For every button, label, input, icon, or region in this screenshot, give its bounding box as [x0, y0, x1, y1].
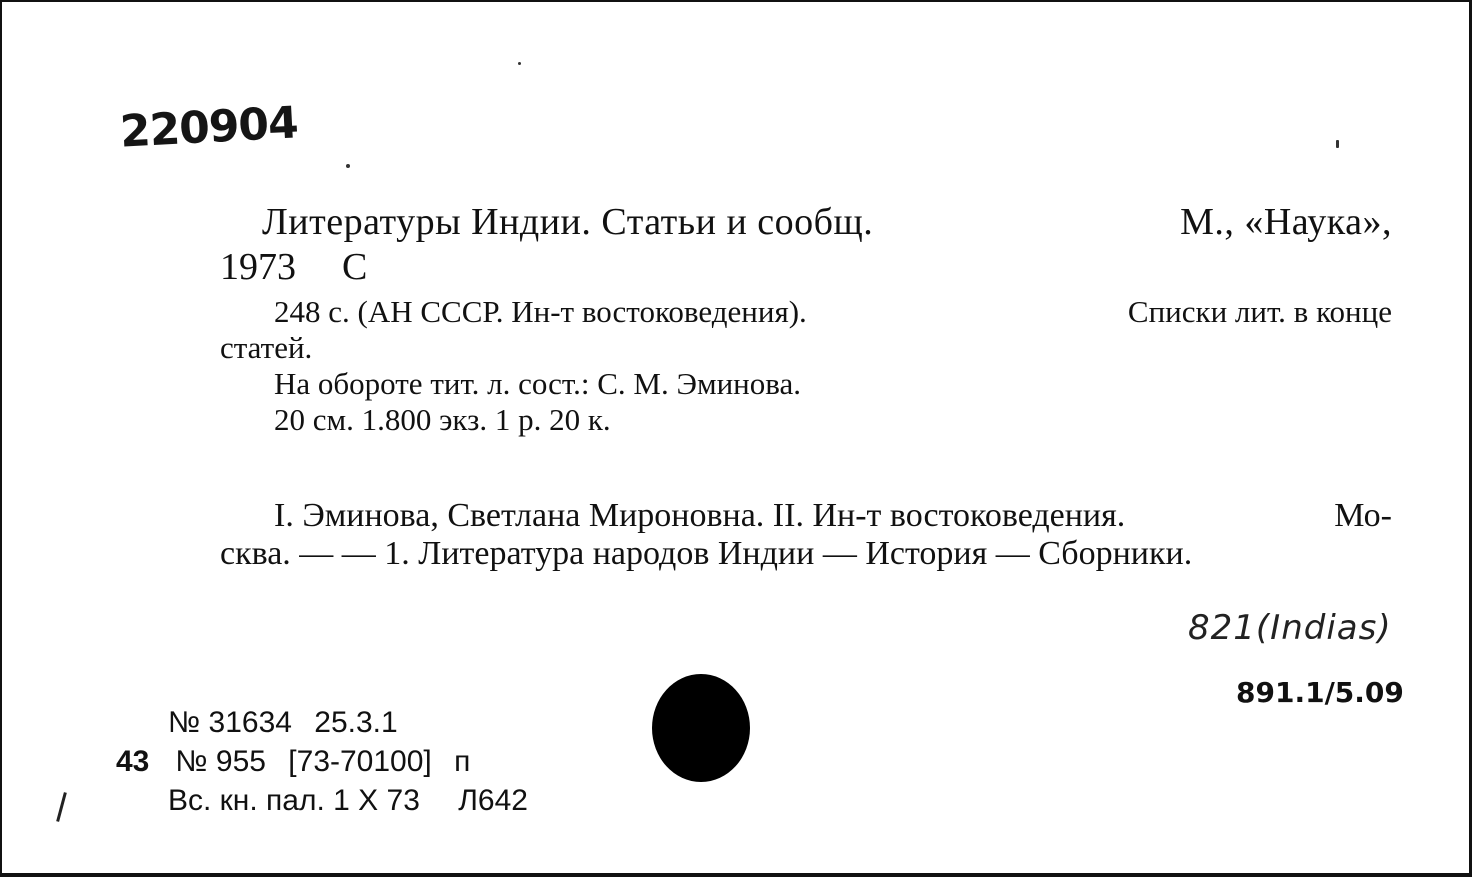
order-number: № 31634: [168, 706, 292, 739]
added-entries-hyphen: Мо-: [1334, 497, 1392, 534]
speck-mark: [518, 62, 521, 65]
card-code: [73-70100]: [288, 745, 432, 778]
bibliography-note: Списки лит. в конце: [1127, 294, 1392, 329]
bibliography-note-cont: статей.: [220, 330, 313, 365]
order-date: 25.3.1: [314, 706, 398, 739]
imprint-line-2: [116, 745, 470, 779]
handwritten-classification: 821(Indias): [1188, 608, 1392, 648]
publication-year: 1973: [220, 246, 296, 288]
year-line: [220, 245, 367, 289]
tracings-line-2: сква. — — 1. Литература народов Индии — История — Сборники.: [220, 535, 1193, 572]
book-title: Литературы Индии. Статьи и сообщ.: [262, 201, 874, 243]
pages-series: 248 с. (АН СССР. Ин-т востоковедения).: [274, 294, 807, 329]
tracings-line-1: [274, 497, 1392, 535]
call-letter: С: [342, 246, 368, 288]
pencil-mark: [56, 792, 67, 822]
card-number: № 955: [175, 745, 266, 778]
imprint-line-3: [168, 784, 528, 818]
card-suffix: п: [454, 745, 471, 778]
classification-code: 891.1/5.09: [1236, 676, 1404, 709]
punch-hole: [652, 674, 750, 782]
imprint-line-1: [168, 706, 398, 740]
card-series-number: 43: [116, 745, 150, 778]
added-entries: I. Эминова, Светлана Мироновна. II. Ин-т востоковедения.: [274, 497, 1126, 534]
compiler-note: На обороте тит. л. сост.: С. М. Эминова.: [274, 366, 801, 401]
inventory-number: 220904: [118, 97, 299, 158]
print-code: Л642: [458, 784, 528, 817]
size-print-price: 20 см. 1.800 экз. 1 р. 20 к.: [274, 402, 611, 437]
speck-mark: [346, 164, 350, 168]
publisher: М., «Наука»,: [1180, 201, 1392, 243]
speck-mark: [1336, 140, 1339, 148]
physical-description: [274, 294, 1392, 330]
chamber-note: Вс. кн. пал. 1 X 73: [168, 784, 420, 817]
title-line: [262, 200, 1392, 244]
